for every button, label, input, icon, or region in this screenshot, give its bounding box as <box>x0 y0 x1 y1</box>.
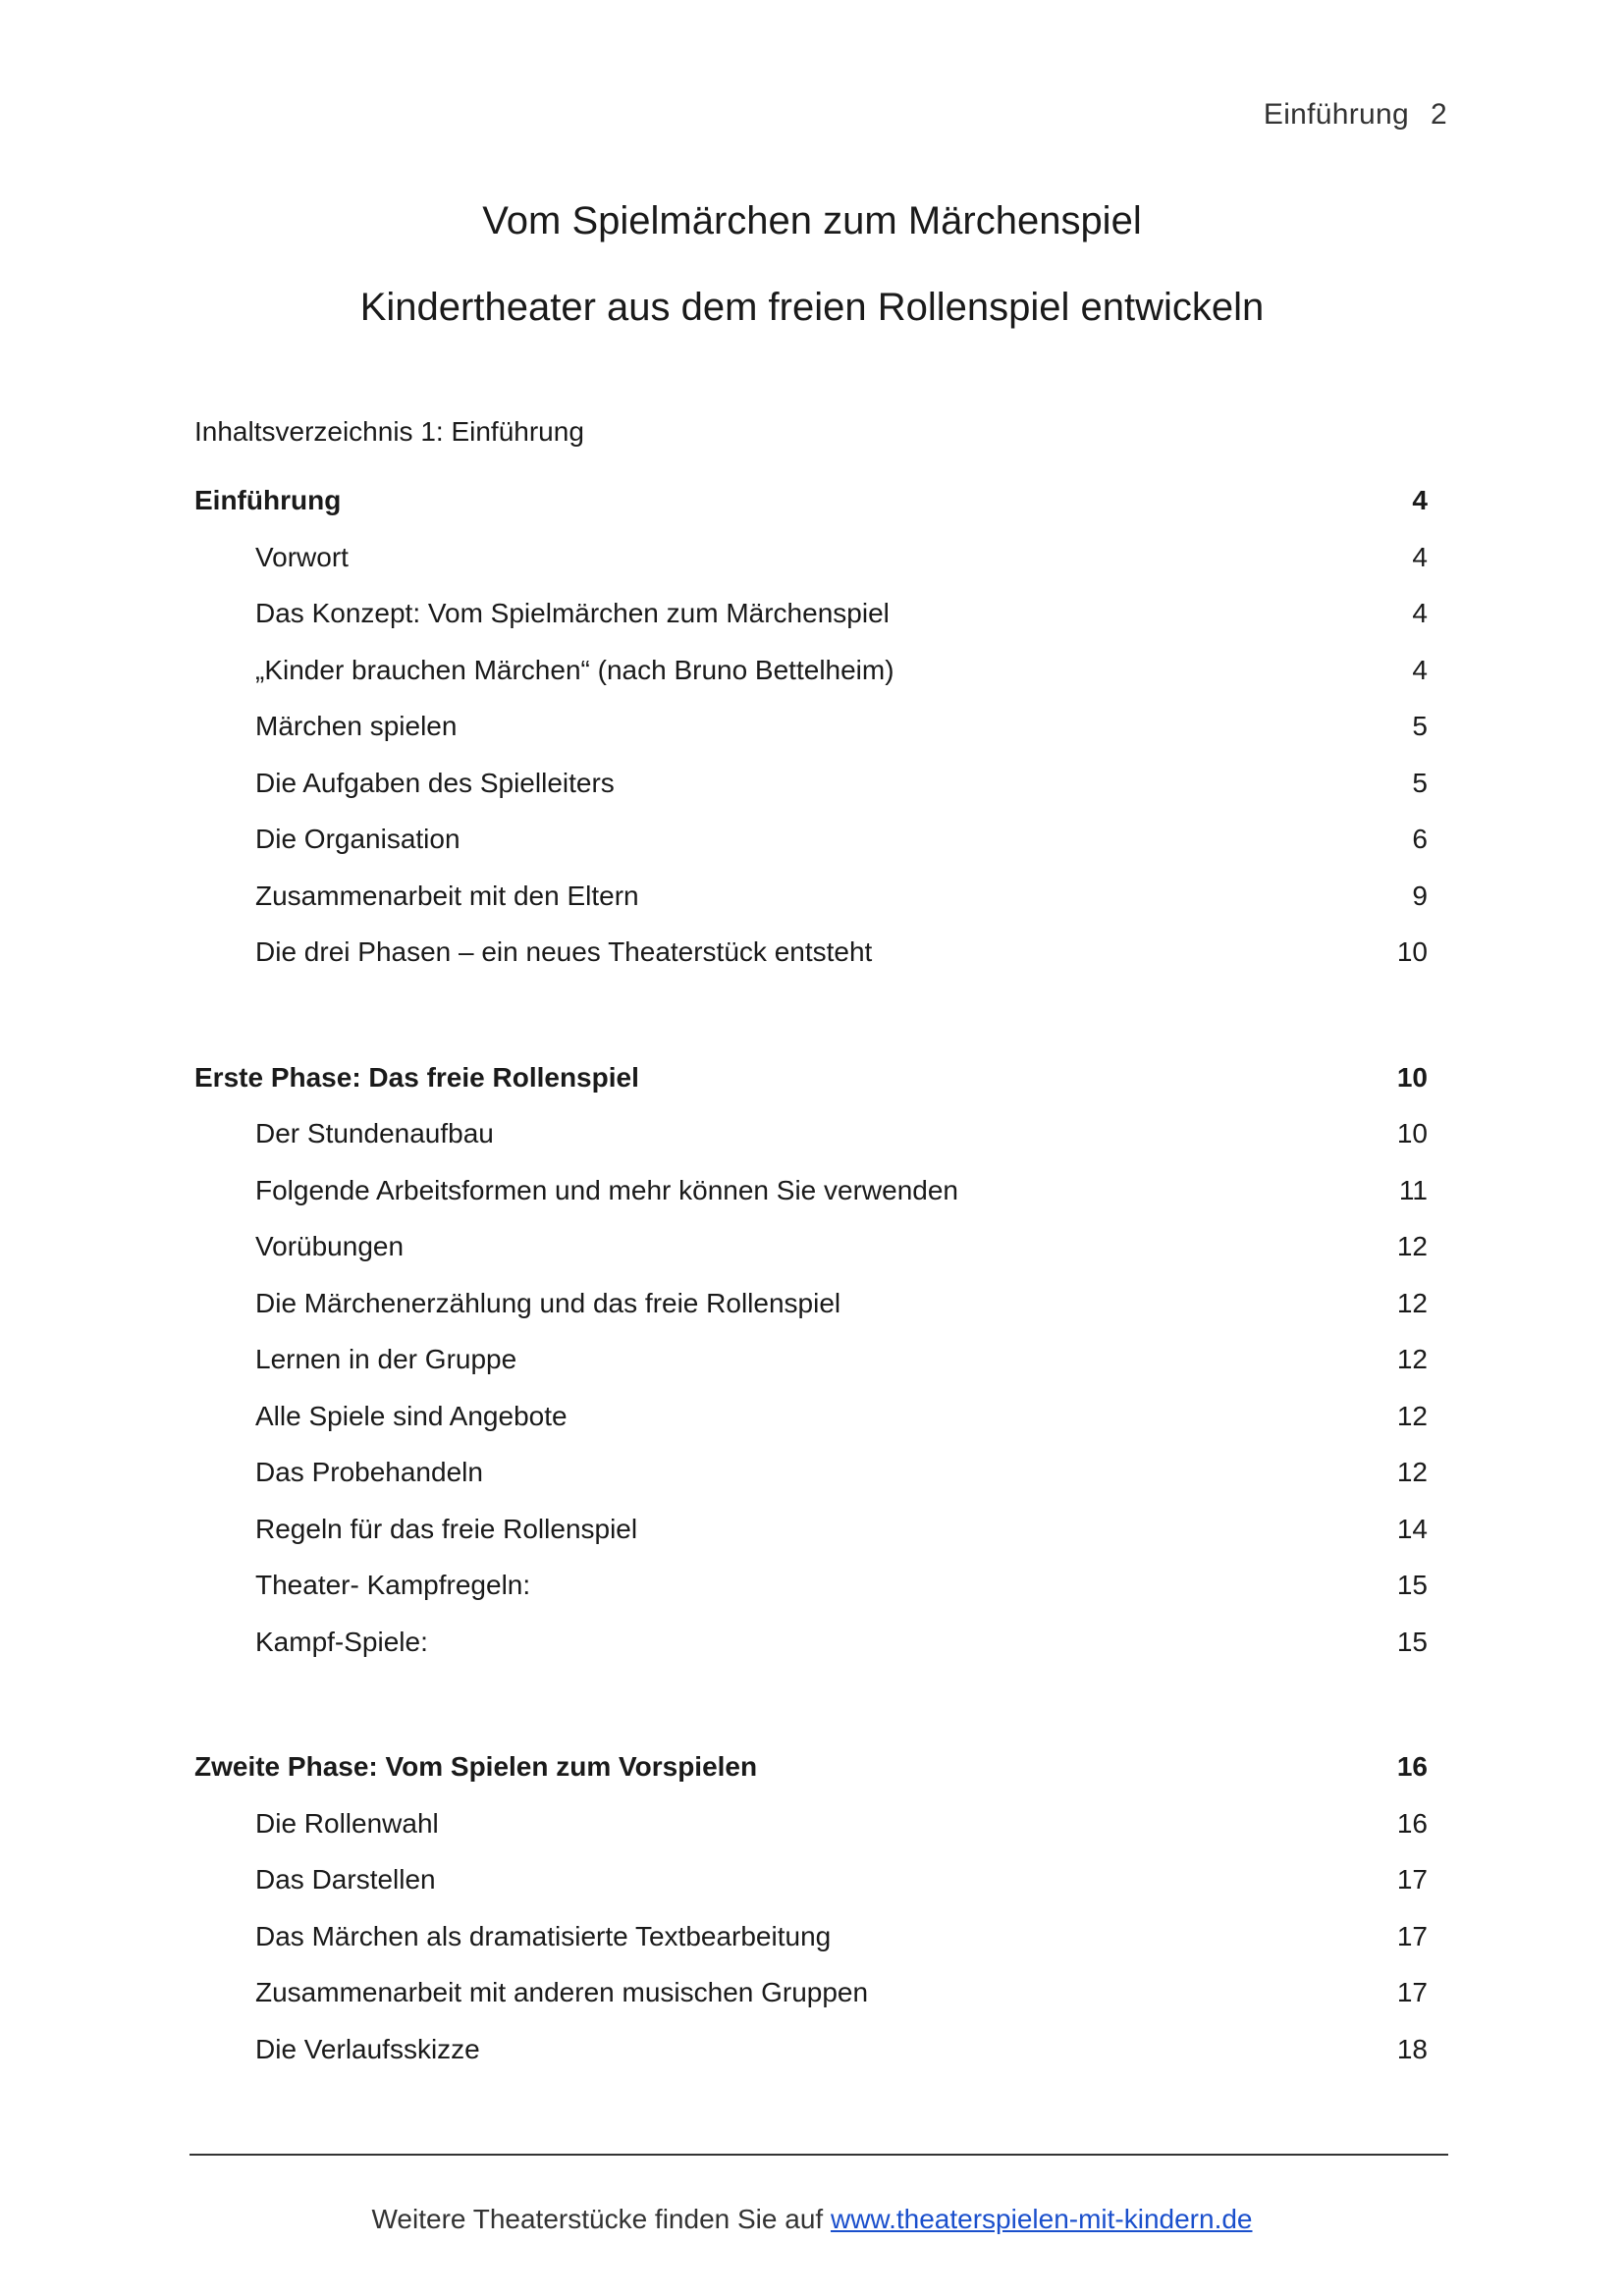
toc-entry-page: 14 <box>1396 1513 1428 1544</box>
toc-entry-label: Alle Spiele sind Angebote <box>255 1400 568 1431</box>
toc-entry-label: Die Aufgaben des Spielleiters <box>255 767 615 798</box>
toc-heading-page: 4 <box>1412 485 1428 515</box>
toc-entry[interactable] <box>194 1171 1428 1228</box>
toc-entry-page: 10 <box>1396 1118 1428 1148</box>
toc-heading-page: 10 <box>1396 1061 1428 1093</box>
toc-entry[interactable] <box>194 820 1428 877</box>
toc-entry[interactable] <box>194 1860 1428 1917</box>
toc-section <box>194 481 1428 989</box>
toc-entry-label: Die Organisation <box>255 824 460 854</box>
toc-entry[interactable] <box>194 764 1428 821</box>
toc-entry-page: 11 <box>1398 1174 1428 1205</box>
toc-heading-label: Zweite Phase: Vom Spielen zum Vorspielen <box>194 1751 758 1782</box>
toc-entry-label: Zusammenarbeit mit den Eltern <box>255 880 639 911</box>
toc-heading[interactable] <box>194 481 1428 538</box>
toc-entry-page: 9 <box>1412 880 1428 911</box>
toc-entry-page: 17 <box>1396 1920 1428 1951</box>
toc-entry-label: Das Darstellen <box>255 1864 436 1895</box>
toc-entry-page: 16 <box>1396 1807 1428 1839</box>
footer-divider <box>189 2154 1448 2156</box>
toc-entry[interactable] <box>194 1227 1428 1284</box>
toc-entry-page: 18 <box>1396 2033 1428 2064</box>
toc-caption: Inhaltsverzeichnis 1: Einführung <box>194 416 584 447</box>
toc-entry-label: Lernen in der Gruppe <box>255 1344 517 1374</box>
toc-entry-page: 4 <box>1412 654 1428 685</box>
toc-entry-label: Märchen spielen <box>255 711 458 741</box>
toc-entry-label: Theater- Kampfregeln: <box>255 1570 531 1600</box>
toc-entry-page: 4 <box>1412 598 1428 628</box>
toc-entry[interactable] <box>194 1397 1428 1454</box>
toc-entry-page: 17 <box>1396 1864 1428 1895</box>
toc-entry-label: Das Märchen als dramatisierte Textbearbeitung <box>255 1920 832 1951</box>
toc-entry-label: „Kinder brauchen Märchen“ (nach Bruno Bettelheim) <box>255 654 894 685</box>
toc-heading[interactable] <box>194 1058 1428 1115</box>
toc-entry[interactable] <box>194 933 1428 989</box>
toc-entry[interactable] <box>194 1510 1428 1567</box>
toc-entry-page: 4 <box>1412 541 1428 572</box>
running-header <box>1264 98 1447 132</box>
toc-heading[interactable] <box>194 1747 1428 1804</box>
toc-entry-label: Das Probehandeln <box>255 1457 483 1487</box>
document-title: Vom Spielmärchen zum Märchenspiel <box>482 199 1142 242</box>
toc-entry-label: Vorwort <box>255 541 349 572</box>
footer-link[interactable]: www.theaterspielen-mit-kindern.de <box>830 2204 1253 2234</box>
toc-entry[interactable] <box>194 594 1428 651</box>
toc-entry-page: 5 <box>1412 711 1428 741</box>
toc-entry-page: 15 <box>1396 1626 1428 1657</box>
toc-entry[interactable] <box>194 1973 1428 2030</box>
table-of-contents <box>194 481 1428 2155</box>
toc-entry-label: Folgende Arbeitsformen und mehr können Sie verwenden <box>255 1174 958 1205</box>
toc-entry-page: 17 <box>1396 1977 1428 2007</box>
toc-entry-page: 15 <box>1396 1570 1428 1600</box>
toc-entry[interactable] <box>194 1114 1428 1171</box>
toc-entry[interactable] <box>194 1917 1428 1974</box>
toc-entry[interactable] <box>194 707 1428 764</box>
toc-entry[interactable] <box>194 877 1428 934</box>
page-footer <box>0 2204 1624 2235</box>
toc-entry[interactable] <box>194 1623 1428 1680</box>
toc-entry-label: Regeln für das freie Rollenspiel <box>255 1513 638 1544</box>
toc-entry-label: Die Rollenwahl <box>255 1807 439 1839</box>
footer-text: Weitere Theaterstücke finden Sie auf <box>371 2204 831 2234</box>
header-page-number: 2 <box>1431 98 1447 131</box>
toc-entry-page: 6 <box>1412 824 1428 854</box>
toc-entry-label: Das Konzept: Vom Spielmärchen zum Märchenspiel <box>255 598 890 628</box>
toc-section <box>194 1747 1428 2086</box>
toc-entry[interactable] <box>194 1284 1428 1341</box>
toc-heading-label: Einführung <box>194 485 342 515</box>
toc-entry-page: 12 <box>1396 1457 1428 1487</box>
toc-entry-page: 12 <box>1396 1287 1428 1318</box>
toc-entry[interactable] <box>194 538 1428 595</box>
toc-entry[interactable] <box>194 1340 1428 1397</box>
title-block <box>0 196 1624 332</box>
toc-entry-label: Vorübungen <box>255 1231 405 1261</box>
toc-entry-page: 12 <box>1396 1344 1428 1374</box>
document-subtitle: Kindertheater aus dem freien Rollenspiel entwickeln <box>359 286 1265 329</box>
toc-entry-label: Die Verlaufsskizze <box>255 2033 480 2064</box>
toc-entry[interactable] <box>194 1453 1428 1510</box>
toc-entry-page: 5 <box>1412 767 1428 798</box>
toc-entry-page: 12 <box>1396 1231 1428 1261</box>
toc-entry-page: 12 <box>1396 1400 1428 1431</box>
toc-entry-label: Der Stundenaufbau <box>255 1118 494 1148</box>
toc-entry[interactable] <box>194 651 1428 708</box>
toc-entry-label: Die Märchenerzählung und das freie Rollenspiel <box>255 1287 841 1318</box>
toc-entry[interactable] <box>194 1804 1428 1861</box>
toc-entry-label: Die drei Phasen – ein neues Theaterstück entsteht <box>255 936 873 967</box>
toc-heading-page: 16 <box>1396 1751 1428 1782</box>
toc-section <box>194 1058 1428 1680</box>
toc-heading-label: Erste Phase: Das freie Rollenspiel <box>194 1061 639 1093</box>
toc-entry-label: Kampf-Spiele: <box>255 1626 428 1657</box>
toc-entry[interactable] <box>194 2030 1428 2087</box>
toc-entry-page: 10 <box>1396 936 1428 967</box>
toc-entry[interactable] <box>194 1566 1428 1623</box>
header-section-title: Einführung <box>1263 98 1409 131</box>
toc-entry-label: Zusammenarbeit mit anderen musischen Gruppen <box>255 1977 869 2007</box>
